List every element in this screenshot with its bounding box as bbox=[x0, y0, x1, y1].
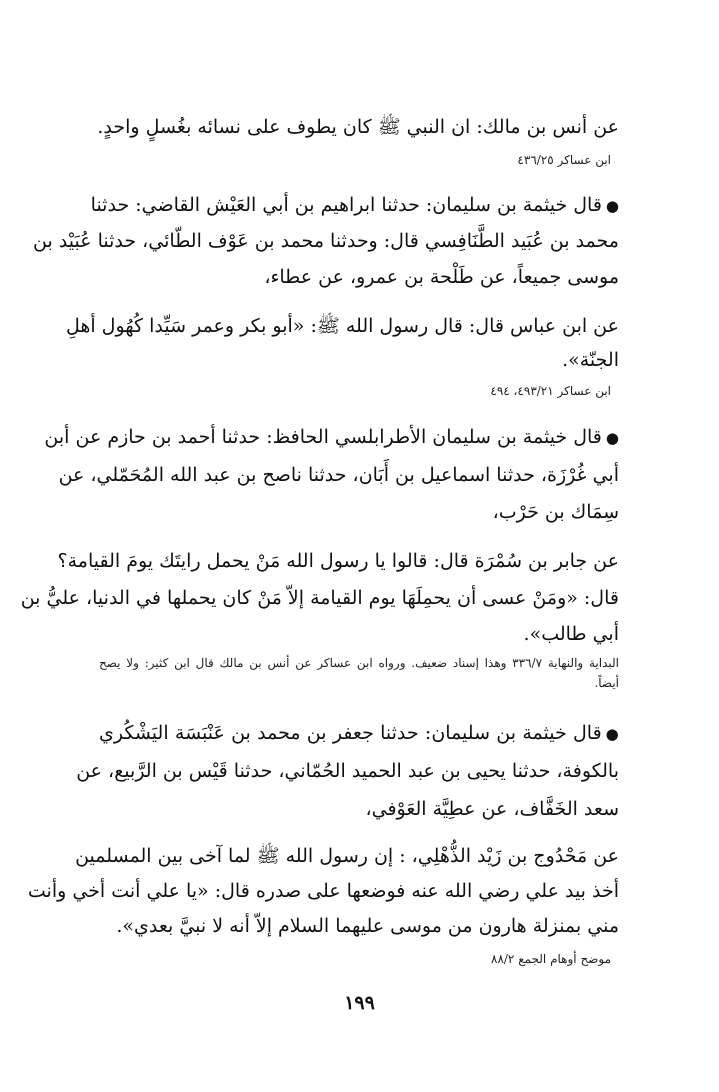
hadith-line: عن ابن عباس قال: قال رسول الله ﷺ: «أبو بكر وعمر سَيِّدا كُهُول أهلِ bbox=[65, 315, 619, 337]
hadith-line: عن مَحْدُوج بن زَيْد الذُّهْلِي، : إن رسول الله ﷺ لما آخى بين المسلمين bbox=[75, 845, 619, 867]
isnad-line: موسى جميعاً، عن طَلْحة بن عمرو، عن عطاء، bbox=[264, 266, 619, 288]
hadith-line: الجنّة». bbox=[562, 349, 619, 371]
isnad-line bbox=[90, 192, 619, 219]
source-citation: البداية والنهاية ٣٣٦/٧ وهذا إسناد ضعيف. ورواه ابن عساكر عن أنس بن مالك قال ابن كثير: ولا يصح bbox=[99, 656, 619, 670]
hadith-line: عن أنس بن مالك: ان النبي ﷺ كان يطوف على نسائه بغُسلٍ واحدٍ. bbox=[97, 116, 619, 138]
hadith-line: أخذ بيد علي رضي الله عنه فوضعها على صدره قال: «يا علي أنت أخي وأنت bbox=[27, 880, 619, 902]
page-number: ١٩٩ bbox=[344, 992, 375, 1014]
source-citation: ابن عساكر ٤٩٣/٢١، ٤٩٤ bbox=[490, 384, 611, 398]
bullet-icon: ● bbox=[605, 725, 619, 743]
hadith-line: قال: «ومَنْ عسى أن يحمِلَهَا يوم القيامة إلاّ مَنْ كان يحملها في الدنيا، عليُّ بن bbox=[20, 587, 619, 609]
source-citation: أيضاً. bbox=[594, 676, 619, 690]
source-citation: ابن عساكر ٤٣٦/٢٥ bbox=[517, 153, 611, 167]
hadith-line: عن جابر بن سُمْرَة قال: قالوا يا رسول الله مَنْ يحمل رايتَك يومَ القيامة؟ bbox=[57, 550, 619, 572]
isnad-line: بالكوفة، حدثنا يحيى بن عبد الحميد الحُمّاني، حدثنا قَيْس بن الرَّبيع، عن bbox=[76, 760, 619, 782]
isnad-text: قال خيثمة بن سليمان: حدثنا ابراهيم بن أبي العَيْش القاضي: حدثنا bbox=[90, 194, 602, 216]
isnad-line: سِمَاك بن حَرْب، bbox=[492, 501, 619, 523]
isnad-line: محمد بن عُبَيد الطَّنَافِسي قال: وحدثنا محمد بن عَوْف الطّائي، حدثنا عُبَيْد بن bbox=[33, 230, 619, 252]
hadith-line: أبي طالب». bbox=[523, 623, 619, 645]
bullet-icon: ● bbox=[605, 429, 619, 447]
isnad-line bbox=[99, 720, 619, 747]
isnad-line bbox=[44, 424, 619, 451]
source-citation: موضح أوهام الجمع ٨٨/٢ bbox=[491, 952, 611, 966]
isnad-line: أبي غُرْزَة، حدثنا اسماعيل بن أَبَان، حدثنا ناصح بن عبد الله المُحَمّلي، عن bbox=[58, 464, 619, 486]
isnad-line: سعد الخَفَّاف، عن عطِيَّة العَوْفي، bbox=[365, 798, 619, 820]
isnad-text: قال خيثمة بن سليمان الأطرابلسي الحافظ: حدثنا أحمد بن حازم عن أبن bbox=[44, 426, 602, 448]
hadith-line: مني بمنزلة هارون من موسى عليهما السلام إلاّ أنه لا نبيَّ بعدي». bbox=[116, 915, 619, 937]
isnad-text: قال خيثمة بن سليمان: حدثنا جعفر بن محمد بن عَنْبَسَة اليَشْكُري bbox=[99, 722, 602, 744]
bullet-icon: ● bbox=[605, 197, 619, 215]
